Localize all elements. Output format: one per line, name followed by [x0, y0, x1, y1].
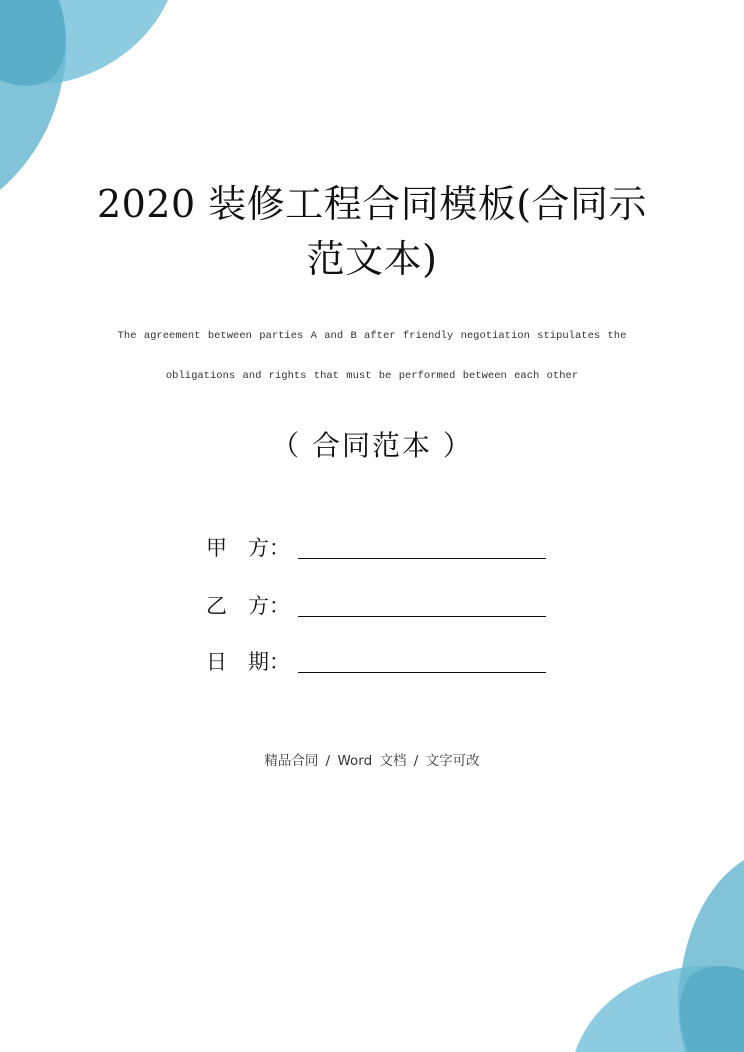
date-label: 日 期： [206, 650, 290, 674]
party-a-field [206, 532, 546, 562]
document-footer-note: 精品合同 / Word 文档 / 文字可改 [264, 753, 480, 769]
bottom-right-small-circle [680, 966, 744, 1052]
party-a-blank-line[interactable] [298, 536, 546, 559]
english-description-line-2: obligations and rights that must be performed between each other [165, 370, 579, 382]
party-b-blank-line[interactable] [298, 594, 546, 617]
party-b-field [206, 590, 546, 620]
top-left-small-circle [0, 0, 66, 86]
english-description-line-1: The agreement between parties A and B after friendly negotiation stipulates the [117, 330, 627, 342]
bottom-right-light-circle [575, 966, 744, 1052]
top-left-light-circle [0, 0, 168, 84]
bottom-right-large-arc [678, 860, 744, 1052]
document-title-line-2: 范文本) [306, 237, 438, 281]
date-field [206, 646, 546, 676]
party-a-label: 甲 方： [206, 536, 290, 560]
date-blank-line[interactable] [298, 650, 546, 673]
party-b-label: 乙 方： [206, 594, 290, 618]
bottom-right-decoration [575, 860, 744, 1052]
top-left-decoration [0, 0, 168, 190]
top-left-large-arc [0, 0, 66, 190]
document-title-line-1: 2020 装修工程合同模板(合同示 [96, 182, 648, 226]
contract-template-subtitle: （ 合同范本 ） [271, 429, 473, 462]
